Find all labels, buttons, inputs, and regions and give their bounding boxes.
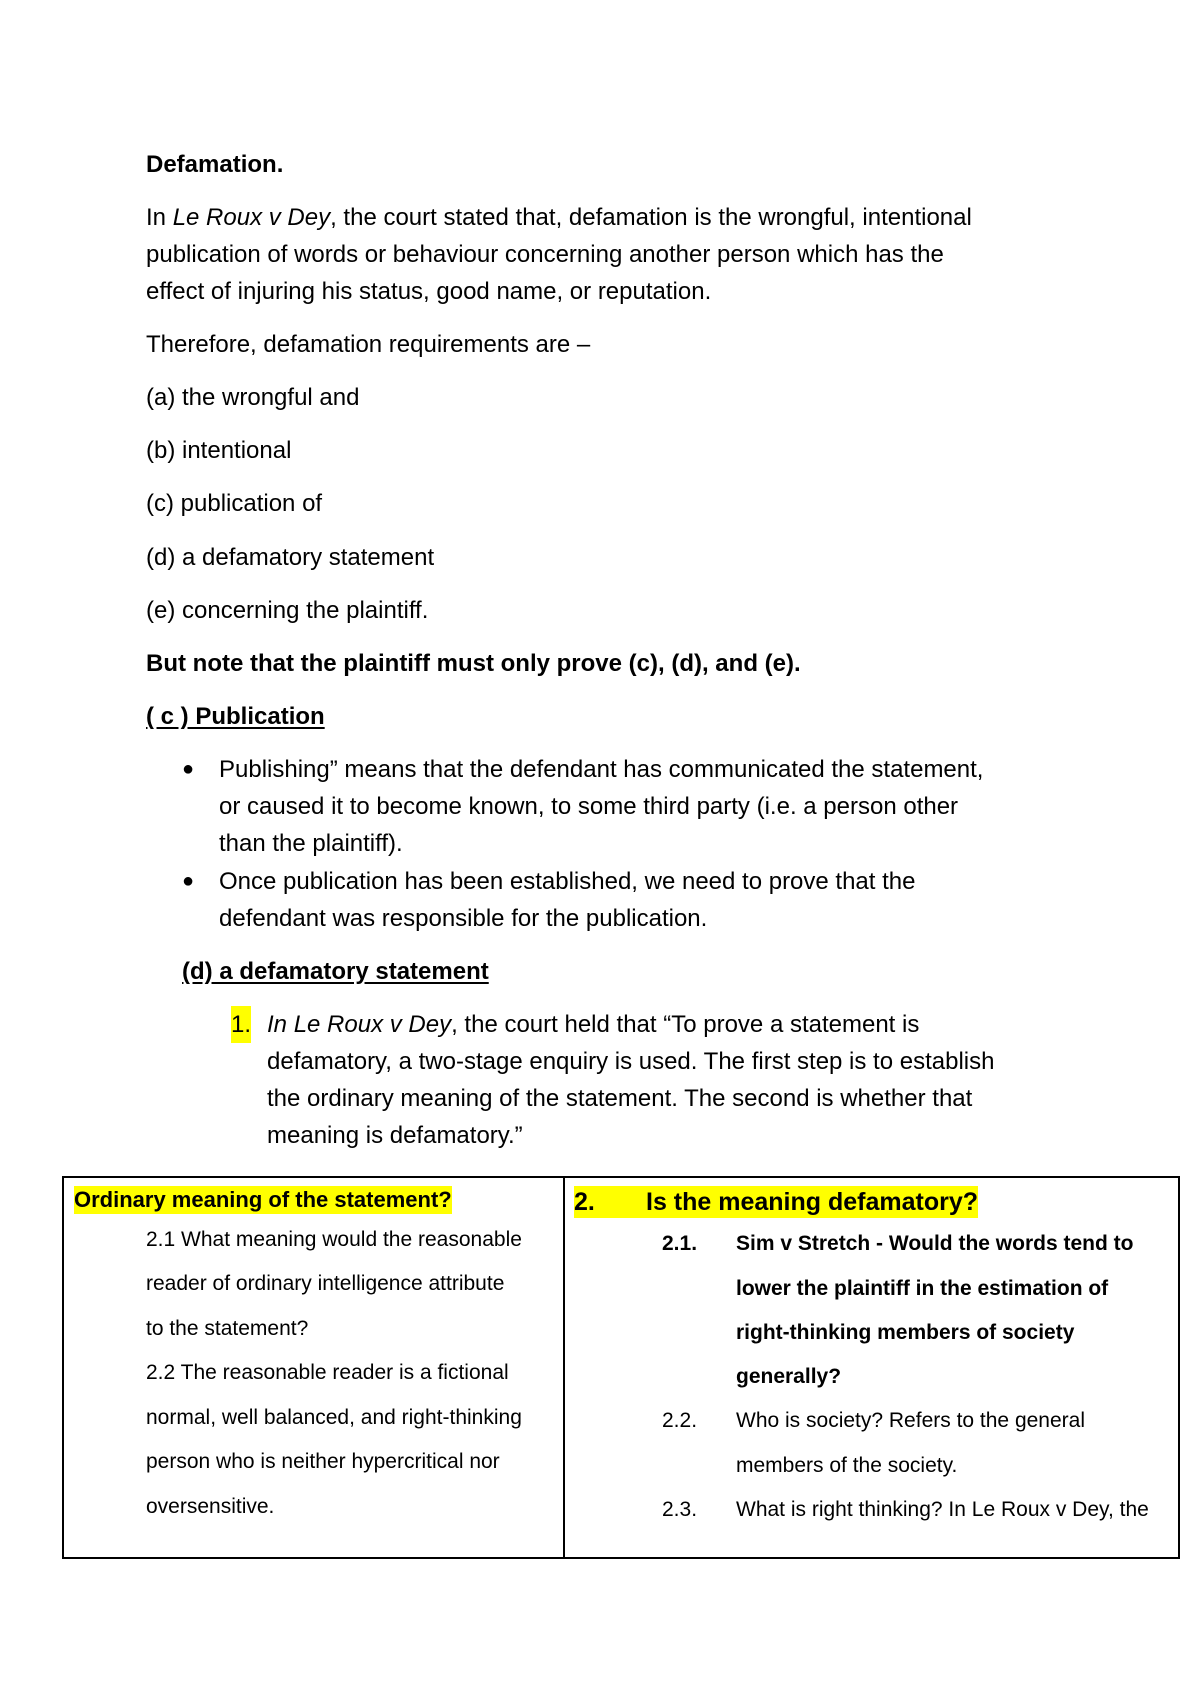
- right-item-line: Who is society? Refers to the general: [736, 1409, 1086, 1432]
- intro-rest: , the court stated that, defamation is the wrongful, intentional: [330, 204, 972, 231]
- therefore-text: Therefore, defamation requirements are –: [146, 331, 591, 358]
- case-name: Le Roux v Dey: [172, 204, 331, 231]
- heading-number: 2.: [574, 1188, 595, 1216]
- requirement-item: (c) publication of: [146, 490, 323, 517]
- left-column-line: 2.2 The reasonable reader is a fictional: [146, 1361, 509, 1384]
- requirement-item: (a) the wrongful and: [146, 384, 360, 411]
- intro-line-1: [146, 199, 972, 236]
- defamatory-heading: (d) a defamatory statement: [182, 958, 489, 985]
- left-column-line: 2.1 What meaning would the reasonable: [146, 1228, 522, 1251]
- list-number: 1.: [231, 1006, 251, 1043]
- left-column-line: reader of ordinary intelligence attribute: [146, 1272, 505, 1295]
- right-column-heading: [574, 1186, 978, 1218]
- right-item-line: members of the society.: [736, 1454, 958, 1477]
- requirement-item: (e) concerning the plaintiff.: [146, 597, 429, 624]
- requirement-item: (b) intentional: [146, 437, 292, 464]
- intro-line-2: publication of words or behaviour concerning another person which has the: [146, 241, 944, 268]
- right-item-line: generally?: [736, 1365, 842, 1388]
- right-item-number: 2.3.: [662, 1498, 698, 1521]
- doc-title: Defamation.: [146, 151, 284, 178]
- left-column-heading: Ordinary meaning of the statement?: [74, 1187, 452, 1212]
- bullet-line: than the plaintiff).: [219, 830, 403, 857]
- right-item-number: 2.2.: [662, 1409, 698, 1432]
- heading-text: Is the meaning defamatory?: [646, 1188, 979, 1216]
- right-item-line: lower the plaintiff in the estimation of: [736, 1277, 1109, 1300]
- right-item-line: What is right thinking? In Le Roux v Dey, the: [736, 1498, 1149, 1521]
- bullet-line: defendant was responsible for the publication.: [219, 905, 708, 932]
- bullet-icon: ●: [182, 758, 195, 780]
- bullet-line: Once publication has been established, we need to prove that the: [219, 868, 916, 895]
- case-name: Le Roux v Dey: [293, 1011, 452, 1038]
- item-prefix: In: [267, 1011, 294, 1038]
- note-text: But note that the plaintiff must only prove (c), (d), and (e).: [146, 650, 801, 677]
- numbered-line-3: the ordinary meaning of the statement. The second is whether that: [267, 1085, 973, 1112]
- numbered-line-2: defamatory, a two-stage enquiry is used. The first step is to establish: [267, 1048, 995, 1075]
- intro-prefix: In: [146, 204, 173, 231]
- intro-line-3: effect of injuring his status, good name, or reputation.: [146, 278, 712, 305]
- item-rest: , the court held that “To prove a statement is: [451, 1011, 920, 1038]
- requirement-item: (d) a defamatory statement: [146, 544, 435, 571]
- right-item-number: 2.1.: [662, 1232, 698, 1255]
- bullet-line: or caused it to become known, to some third party (i.e. a person other: [219, 793, 959, 820]
- left-column-line: oversensitive.: [146, 1495, 275, 1518]
- numbered-line-4: meaning is defamatory.”: [267, 1122, 523, 1149]
- left-column-line: person who is neither hypercritical nor: [146, 1450, 500, 1473]
- numbered-line-1: [267, 1006, 919, 1043]
- publication-heading: ( c ) Publication: [146, 703, 325, 730]
- right-item-line: right-thinking members of society: [736, 1321, 1075, 1344]
- meaning-table: [62, 1176, 1180, 1559]
- bullet-line: Publishing” means that the defendant has communicated the statement,: [219, 756, 984, 783]
- left-column-line: to the statement?: [146, 1317, 309, 1340]
- table-divider: [563, 1178, 565, 1557]
- left-column-line: normal, well balanced, and right-thinking: [146, 1406, 522, 1429]
- right-item-line: Sim v Stretch - Would the words tend to: [736, 1232, 1134, 1255]
- bullet-icon: ●: [182, 870, 195, 892]
